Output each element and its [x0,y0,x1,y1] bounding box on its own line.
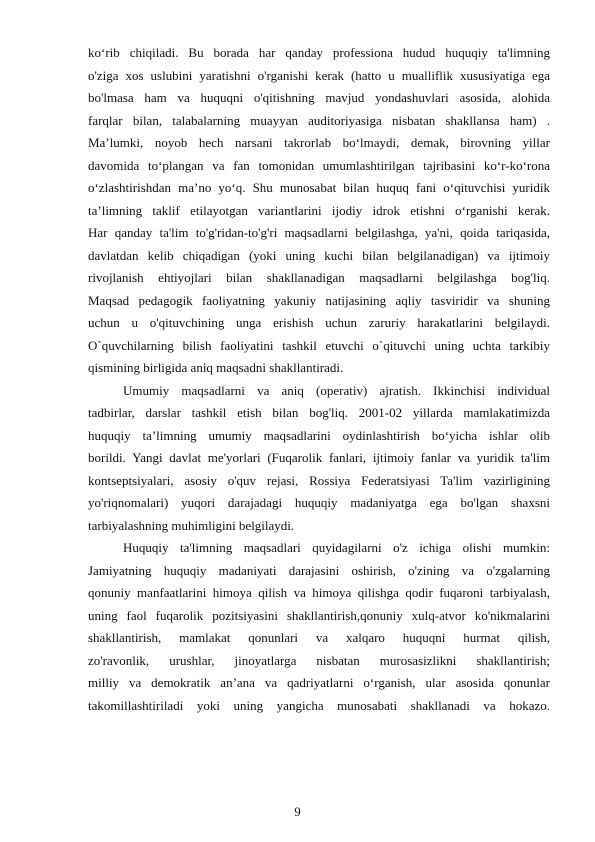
text-line: tadbirlar, darslar tashkil etish bilan bog'liq. 2001-02 yillarda mamlakatimizda [88,405,550,420]
text-line: borildi. Yangi davlat me'yorlari (Fuqarolik fanlari, ijtimoiy fanlar va yuridik ta'lim [88,450,550,465]
text-line: Jamiyatning huquqiy madaniyati darajasini oshirish, o'zining va o'zgalarning [88,562,550,578]
text-line: Har qanday ta'lim to'g'ridan-to'g'ri maqsadlarni belgilashga, ya'ni, qoida tariqasida, [88,225,550,240]
text-line: uning faol fuqarolik pozitsiyasini shakllantirish,qonuniy xulq-atvor ko'nikmalarini [88,607,550,623]
page-number: 9 [294,804,301,819]
text-line: ta’limning taklif etilayotgan variantlarini ijodiy idrok etishni o‘rganishi kerak. [88,202,550,218]
text-line: davomida to‘plangan va fan tomonidan umumlashtirilgan tajribasini ko‘r-ko‘rona [88,157,550,173]
paragraph-first-line: Umumiy maqsadlarni va aniq (operativ) ajratish. Ikkinchisi individual [123,382,550,398]
text-line: rivojlanish ehtiyojlari bilan shakllanadigan maqsadlarni belgilashga bog'liq. [88,270,550,285]
text-line: O`quvchilarning bilish faoliyatini tashkil etuvchi o`qituvchi uning uchta tarkibiy [88,337,550,353]
text-line: farqlar bilan, talabalarning muayyan auditoriyasiga nisbatan shakllansa ham) . [88,112,550,128]
text-line: qismining birligida aniq maqsadni shakllantiradi. [88,360,344,375]
text-line: o'ziga xos uslubini yaratishni o'rganishi kerak (hatto u mualliflik xususiyatiga ega [88,67,550,83]
text-line: huquqiy ta’limning umumiy maqsadlarini oydinlashtirish bo‘yicha ishlar olib [88,427,550,443]
body-text [88,42,550,717]
paragraph-first-line: Huquqiy ta'limning maqsadlari quyidagilarni o'z ichiga olishi mumkin: [123,540,550,555]
text-line: Maqsad pedagogik faoliyatning yakuniy natijasining aqliy tasviridir va shuning [88,292,550,308]
text-line: yo'riqnomalari) yuqori darajadagi huquqiy madaniyatga ega bo'lgan shaxsni [88,495,550,510]
text-line: bo'lmasa ham va huquqni o'qitishning mavjud yondashuvlari asosida, alohida [88,90,550,105]
text-line: ko‘rib chiqiladi. Bu borada har qanday professiona hudud huquqiy ta'limning [88,45,550,60]
text-line: shakllantirish, mamlakat qonunlari va xalqaro huquqni hurmat qilish, [88,630,550,645]
text-line: o‘zlashtirishdan ma’no yo‘q. Shu munosabat bilan huquq fani o‘qituvchisi yuridik [88,180,550,195]
text-line: milliy va demokratik an’ana va qadriyatlarni o‘rganish, ular asosida qonunlar [88,675,550,690]
text-line: tarbiyalashning muhimligini belgilaydi. [88,517,295,533]
text-line: uchun u o'qituvchining unga erishish uchun zaruriy harakatlarini belgilaydi. [88,315,550,330]
text-line: qonuniy manfaatlarini himoya qilish va himoya qilishga qodir fuqaroni tarbiyalash, [88,585,550,600]
text-line: takomillashtiriladi yoki uning yangicha munosabati shakllanadi va hokazo. [88,697,550,713]
text-line: davlatdan kelib chiqadigan (yoki uning kuchi bilan belgilanadigan) va ijtimoiy [88,247,550,263]
text-line: Ma’lumki, noyob hech narsani takrorlab bo‘lmaydi, demak, birovning yillar [88,135,550,150]
text-line: zo'ravonlik, urushlar, jinoyatlarga nisbatan murosasizlikni shakllantirish; [88,652,550,668]
text-line: kontseptsiyalari, asosiy o'quv rejasi, Rossiya Federatsiyasi Ta'lim vazirligining [88,472,550,488]
